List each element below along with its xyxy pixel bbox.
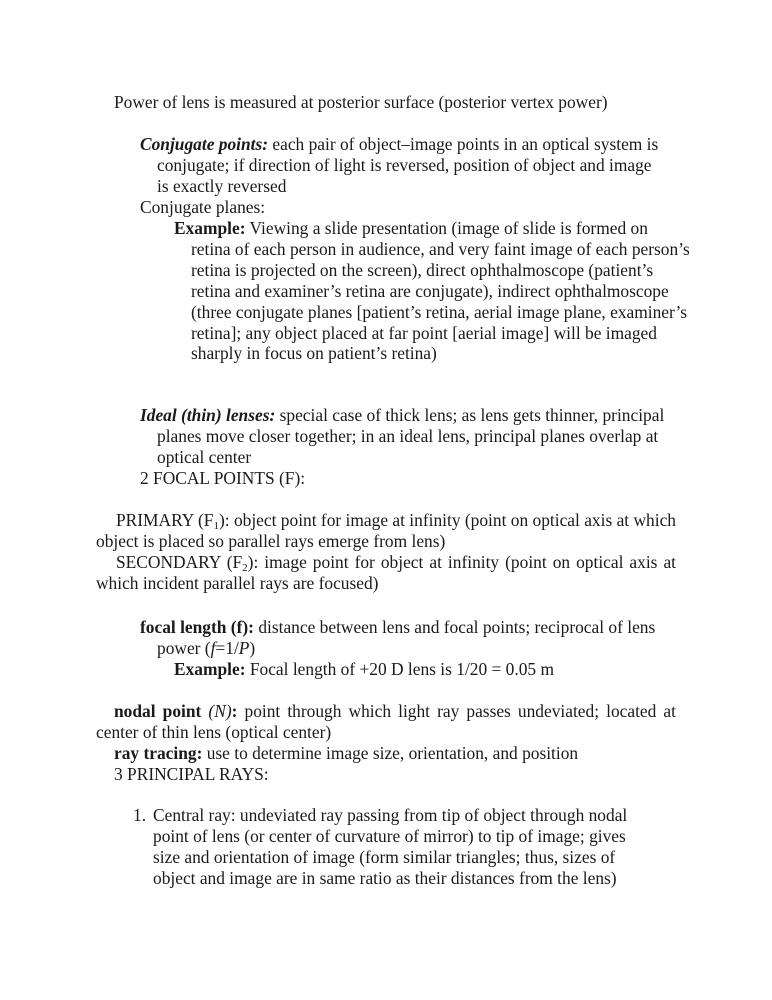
principal-rays-heading-text: 3 PRINCIPAL RAYS: [114,764,269,784]
conjugate-points-paragraph [140,134,667,197]
primary-paragraph [96,510,676,552]
example-slide-text: Viewing a slide presentation (image of slide is formed on retina of each person in audience, and very faint image of each person’s retina is projected on the screen), direct ophthalmoscope (patient’s retina and examiner’s retina are conjugate), indirect ophthalmoscope (three conjugate planes [patient’s retina, aerial image plane, examiner’s retina]; any object placed at far point [aerial image] will be imaged sharply in focus on patient’s retina) [191,218,690,364]
ray-tracing-paragraph [114,743,674,764]
primary-pre: PRIMARY (F [116,510,214,530]
central-ray-text: Central ray: undeviated ray passing from tip of object through nodal point of lens (or center of curvature of mirror) to tip of image; gives size and orientation of image (form similar triangles; thus, sizes of object and image are in same ratio as their distances from the lens) [153,805,628,888]
example-focal-text: Focal length of +20 D lens is 1/20 = 0.05 m [245,659,554,679]
focal-length-text: distance between lens and focal points; reciprocal of lens power ( [157,617,656,658]
power-line-text: Power of lens is measured at posterior surface (posterior vertex power) [114,92,608,112]
ideal-lenses-paragraph [140,405,682,468]
conjugate-planes-heading [140,197,440,218]
nodal-point-term: nodal point [114,701,202,721]
power-line [114,92,714,113]
conjugate-planes-text: Conjugate planes: [140,197,266,217]
focal-points-heading [140,468,440,489]
focal-length-formula-p: P [238,637,250,658]
focal-length-paragraph [140,617,692,659]
primary-subscript: 1 [213,520,219,532]
ideal-lenses-term: Ideal (thin) lenses: [140,405,276,425]
focal-length-close: ) [249,637,256,658]
nodal-point-abbr: (N) [208,701,232,721]
nodal-point-colon: : [231,701,238,721]
nodal-point-text: point through which light ray passes undeviated; located at center of thin lens (optical center) [96,701,676,742]
example-slide-label: Example: [174,218,246,238]
primary-post: ): object point for image at infinity (point on optical axis at which object is placed so parallel rays emerge from lens) [96,510,676,551]
ray-tracing-text: use to determine image size, orientation, and position [202,743,579,763]
secondary-paragraph [96,552,676,594]
principal-rays-heading [114,764,414,785]
nodal-point-paragraph [96,701,676,743]
secondary-subscript: 2 [242,562,248,574]
conjugate-points-text: each pair of object–image points in an optical system is conjugate; if direction of light is reversed, position of object and image is exactly reversed [157,134,659,196]
secondary-pre: SECONDARY (F [116,552,243,572]
ray-tracing-term: ray tracing: [114,743,203,763]
example-focal-paragraph [174,659,654,680]
focal-length-term: focal length (f): [140,617,254,637]
example-slide-paragraph [174,218,691,364]
focal-points-heading-text: 2 FOCAL POINTS (F): [140,468,306,488]
example-focal-label: Example: [174,659,246,679]
central-ray-list-item [133,805,673,889]
secondary-post: ): image point for object at infinity (point on optical axis at which incident parallel rays are focused) [96,552,677,593]
conjugate-points-term: Conjugate points: [140,134,269,154]
ideal-lenses-text: special case of thick lens; as lens gets thinner, principal planes move closer together; in an ideal lens, principal planes overlap at optical center [157,405,665,467]
focal-length-formula-mid: =1/ [215,637,239,658]
list-number: 1. [133,805,147,825]
focal-length-formula-f: f [210,637,216,658]
